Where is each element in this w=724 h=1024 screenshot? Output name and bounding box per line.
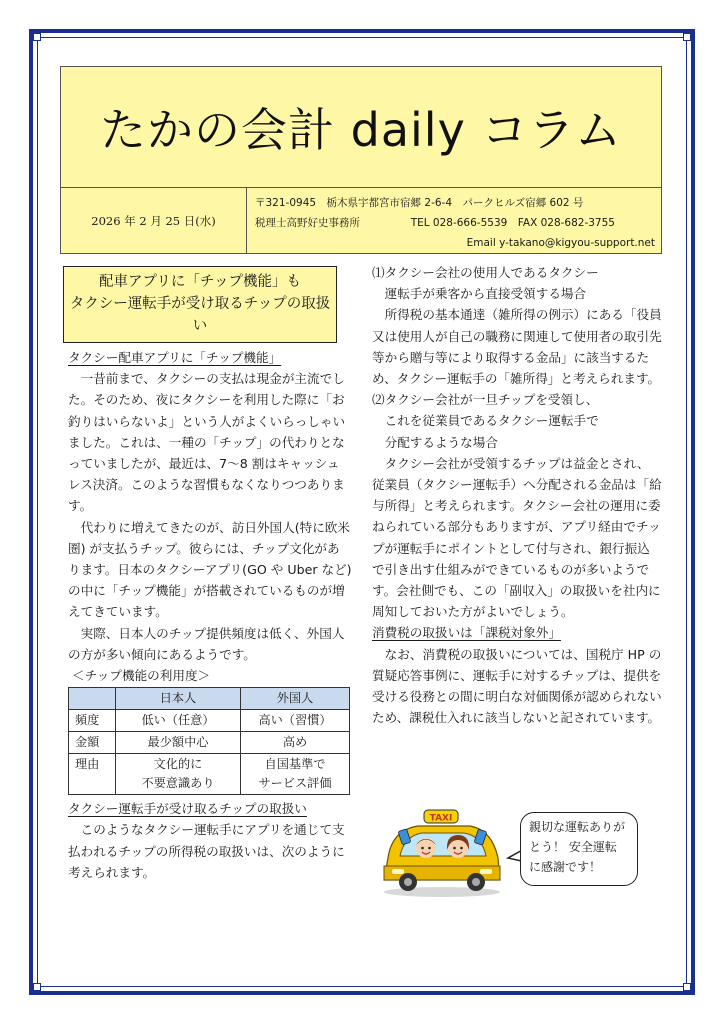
table-cell-line: 文化的に (153, 757, 203, 772)
office-name: 税理士高野好史事務所 (255, 217, 360, 229)
left-column (68, 266, 352, 883)
speech-bubble-line: とう！ 安全運転 (529, 840, 617, 854)
table-title: ＜チップ機能の利用度＞ (72, 668, 211, 684)
section-heading-driver-tip: タクシー運転手が受け取るチップの取扱い (68, 801, 307, 817)
article-title-line1: 配車アプリに「チップ機能」も (99, 274, 301, 290)
page-title: たかの会計 daily コラム (100, 103, 622, 157)
table-row (69, 754, 350, 795)
office-address: 〒321-0945 栃木県宇都宮市宿郷 2-6-4 パークヒルズ宿郷 602 号 (255, 197, 584, 209)
article-title-box (63, 266, 337, 343)
paragraph: なお、消費税の取扱いについては、国税庁 HP の質疑応答事例に、運転手に対するチップは、提供を受ける役務との間に明白な対価関係が認められないため、課税仕入れに該当しないと記されています。 (372, 646, 662, 726)
section-heading-app-tip: タクシー配車アプリに「チップ機能」 (68, 350, 282, 365)
speech-bubble-line: に感謝です！ (529, 860, 602, 874)
newsletter-header (60, 66, 662, 254)
office-contact (255, 193, 655, 253)
case-heading-line: 分配するような場合 (384, 434, 498, 450)
table-cell: 高め (241, 732, 350, 754)
table-cell: 低い（任意） (116, 710, 241, 732)
frame-corner (683, 983, 691, 991)
table-cell-line: サービス評価 (258, 776, 332, 791)
paragraph: 実際、日本人のチップ提供頻度は低く、外国人の方が多い傾向にあるようです。 (68, 625, 345, 662)
paragraph: 所得税の基本通達（雑所得の例示）にある「役員又は使用人が自己の職務に関連して使用者の取引先等から贈与等により取得する金品」に該当するため、タクシー運転手の「雑所得」と考えられます。 (372, 307, 662, 387)
table-cell: 高い（習慣） (241, 710, 350, 732)
case-heading-line: 運転手が乗客から直接受領する場合 (384, 286, 587, 302)
table-row (69, 732, 350, 754)
frame-corner (33, 983, 41, 991)
table-cell-line: 不要意識あり (141, 776, 215, 791)
taxi-passengers-icon (378, 808, 506, 898)
table-header-cell: 日本人 (116, 688, 241, 710)
table-header-cell (69, 688, 116, 710)
header-info-row (61, 187, 661, 255)
frame-corner (33, 33, 41, 41)
paragraph: タクシー会社が受領するチップは益金とされ、従業員（タクシー運転手）へ分配される金品は「給与所得」と考えられます。タクシー会社の運用に委ねられている部分もありますが、アプリ経由でチップが運転手にポイントとして付与され、銀行振込で引き出す仕組みができているものが多いようです。会社側でも、この「副収入」の取扱いを社内に周知しておいた方がよいでしょう。 (372, 455, 662, 620)
frame-corner (683, 33, 691, 41)
table-cell: 理由 (69, 754, 116, 795)
speech-bubble-line: 親切な運転ありが (529, 820, 626, 834)
paragraph: 代わりに増えてきたのが、訪日外国人(特に欧米圏) が支払うチップ。彼らには、チップ文化があります。日本のタクシーアプリ(GO や Uber など) の中に「チップ機能」が搭載されているものが増えてきています。 (68, 519, 352, 620)
taxi-sign-text: TAXI (429, 813, 453, 824)
case-heading-2 (372, 389, 662, 453)
case-heading-line: ⑴タクシー会社の使用人であるタクシー (372, 265, 599, 280)
section-heading-consumption-tax: 消費税の取扱いは「課税対象外」 (372, 625, 561, 641)
table-cell (241, 754, 350, 795)
table-cell: 最少額中心 (116, 732, 241, 754)
speech-bubble (520, 812, 638, 886)
office-email: Email y-takano@kigyou-support.net (466, 237, 655, 249)
issue-date: 2026 年 2 月 25 日(水) (61, 188, 247, 254)
table-cell: 頻度 (69, 710, 116, 732)
tip-usage-table (68, 687, 350, 795)
paragraph: このようなタクシー運転手にアプリを通じて支払われるチップの所得税の取扱いは、次のように考えられます。 (68, 822, 345, 880)
table-header-row (69, 688, 350, 710)
table-cell-line: 自国基準で (264, 757, 326, 772)
case-heading-line: ⑵タクシー会社が一旦チップを受領し、 (372, 392, 599, 408)
table-row (69, 710, 350, 732)
table-cell: 金額 (69, 732, 116, 754)
office-tel-fax: TEL 028-666-5539 FAX 028-682-3755 (410, 217, 615, 229)
table-cell (116, 754, 241, 795)
right-column (372, 262, 662, 728)
case-heading-line: これを従業員であるタクシー運転手で (384, 413, 599, 429)
office-line (255, 213, 655, 233)
paragraph: 一昔前まで、タクシーの支払は現金が主流でした。そのため、夜にタクシーを利用した際に「お釣りはいらないよ」という人がよくいらっしゃいました。これは、一種の「チップ」の代わりとなっていましたが、最近は、7～8 割はキャッシュレス決済。このような習慣もなくなりつつあります。 (68, 371, 346, 514)
case-heading-1 (372, 262, 662, 304)
article-title-line2: タクシー運転手が受け取るチップの取扱い (69, 296, 331, 334)
table-header-cell: 外国人 (241, 688, 350, 710)
